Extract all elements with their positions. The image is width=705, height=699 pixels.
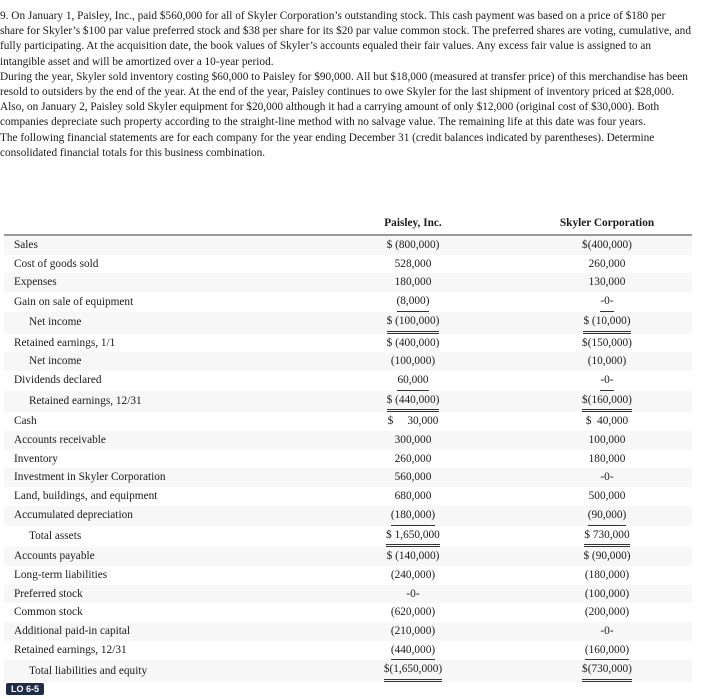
table-row	[4, 292, 692, 312]
skyler-value: (10,000)	[587, 355, 627, 368]
skyler-value: 180,000	[588, 452, 626, 465]
paisley-value: (620,000)	[390, 606, 436, 619]
paisley-value: 560,000	[394, 471, 432, 484]
row-label: Additional paid-in capital	[14, 625, 131, 638]
paisley-value: $(1,650,000)	[384, 660, 442, 682]
paisley-value: $ (440,000)	[387, 391, 440, 413]
row-label: Inventory	[14, 452, 58, 465]
row-label: Net income	[29, 316, 82, 329]
paisley-value: $ 30,000	[387, 415, 439, 428]
skyler-value: 260,000	[588, 257, 626, 270]
problem-paragraph-1: 9. On January 1, Paisley, Inc., paid $560,000 for all of Skyler Corporation’s outstanding stock. This cash payment was based on a price of $180 per share for Skyler’s $100 par value preferred stock and $38 per share for its $20 par value common stock. The preferred shares are voting, cumulative, and fully participating. At the acquisition date, the book values of Skyler’s accounts equaled their fair values. Any excess fair value is assigned to an intangible asset and will be amortized over a 10-year period.	[0, 10, 691, 68]
paisley-value: 60,000	[397, 371, 428, 391]
header-skyler: Skyler Corporation	[522, 213, 692, 235]
row-label: Sales	[14, 239, 38, 251]
skyler-value: -0-	[600, 292, 613, 312]
paisley-value: $ (800,000)	[386, 239, 440, 251]
table-row	[4, 506, 692, 526]
paisley-value: 680,000	[394, 490, 432, 503]
problem-paragraph-4: The following financial statements are for each company for the year ending December 31 (credit balances indicated by parentheses). Determine consolidated financial totals for this business combination.	[0, 131, 655, 159]
paisley-value: $ (100,000)	[387, 312, 440, 334]
row-label: Total assets	[29, 530, 82, 543]
row-label: Cash	[14, 415, 37, 428]
row-label: Accounts receivable	[14, 434, 106, 447]
header-paisley: Paisley, Inc.	[304, 213, 522, 235]
skyler-value: $(160,000)	[582, 391, 632, 413]
skyler-value: $(730,000)	[582, 660, 632, 682]
row-label: Cost of goods sold	[14, 257, 99, 270]
table-row	[4, 431, 692, 450]
skyler-value: $(150,000)	[582, 336, 632, 349]
skyler-value: $(400,000)	[582, 239, 632, 251]
paisley-value: 260,000	[394, 452, 432, 465]
table-row	[4, 312, 692, 334]
skyler-value: (160,000)	[585, 641, 629, 661]
table-row	[4, 526, 692, 548]
financial-statements-table	[4, 213, 692, 682]
table-row	[4, 660, 692, 682]
table-row	[4, 622, 692, 641]
table-row	[4, 235, 692, 255]
skyler-value: 500,000	[588, 490, 626, 503]
skyler-value: -0-	[600, 371, 613, 391]
paisley-value: (440,000)	[391, 641, 435, 661]
table-row	[4, 487, 692, 506]
table-row	[4, 255, 692, 274]
paisley-value: $ (140,000)	[386, 550, 440, 563]
skyler-value: 100,000	[588, 434, 626, 447]
paisley-value: (8,000)	[397, 292, 430, 312]
table-row	[4, 585, 692, 604]
row-label: Long-term liabilities	[14, 568, 108, 581]
problem-paragraph-2: During the year, Skyler sold inventory costing $60,000 to Paisley for $90,000. All but $18,000 (measured at transfer price) of this merchandise has been resold to outsiders by the end of the year. At the end of the year, Paisley continues to owe Skyler for the last shipment of inventory priced at $28,000.	[0, 70, 688, 99]
skyler-value: 130,000	[588, 276, 626, 289]
row-label: Retained earnings, 12/31	[14, 644, 127, 657]
table-row	[4, 468, 692, 487]
paisley-value: (100,000)	[390, 355, 436, 368]
row-label: Land, buildings, and equipment	[14, 490, 158, 503]
paisley-value: (240,000)	[390, 568, 436, 581]
skyler-value: $ (90,000)	[583, 550, 631, 563]
row-label: Net income	[29, 355, 82, 368]
problem-paragraph-3: Also, on January 2, Paisley sold Skyler equipment for $20,000 although it had a carrying amount of only $12,000 (original cost of $30,000). Both companies depreciate such property according to the straight-line method with no salvage value. The remaining life at this date was four years.	[0, 101, 660, 129]
skyler-value: -0-	[600, 625, 614, 638]
skyler-value: (100,000)	[584, 587, 630, 600]
header-blank	[4, 213, 304, 235]
table-row	[4, 334, 692, 353]
table-row	[4, 603, 692, 622]
row-label: Dividends declared	[14, 374, 102, 387]
paisley-value: 180,000	[394, 276, 432, 289]
row-label: Common stock	[14, 606, 83, 619]
paisley-value: 528,000	[394, 257, 432, 270]
table-row	[4, 371, 692, 391]
row-label: Retained earnings, 12/31	[29, 395, 142, 408]
skyler-value: (180,000)	[584, 568, 630, 581]
skyler-value: (90,000)	[588, 506, 627, 526]
row-label: Preferred stock	[14, 587, 83, 600]
table-row	[4, 352, 692, 371]
skyler-value: (200,000)	[584, 606, 630, 619]
row-label: Gain on sale of equipment	[14, 295, 134, 308]
row-label: Expenses	[14, 276, 57, 289]
row-label: Investment in Skyler Corporation	[14, 471, 166, 484]
paisley-value: 300,000	[394, 434, 432, 447]
table-row	[4, 450, 692, 469]
skyler-value: $ 730,000	[584, 526, 629, 548]
paisley-value: (210,000)	[390, 625, 436, 638]
skyler-value: $ (10,000)	[583, 312, 630, 334]
paisley-value: -0-	[406, 587, 420, 600]
table-row	[4, 273, 692, 292]
table-row	[4, 391, 692, 413]
problem-statement	[0, 9, 692, 161]
row-label: Accumulated depreciation	[14, 509, 133, 522]
row-label: Retained earnings, 1/1	[14, 336, 116, 349]
table-header-row	[4, 213, 692, 235]
paisley-value: (180,000)	[391, 506, 435, 526]
row-label: Total liabilities and equity	[29, 664, 148, 677]
row-label: Accounts payable	[14, 550, 95, 563]
learning-objective-badge: LO 6-5	[6, 683, 44, 695]
skyler-value: -0-	[600, 471, 614, 484]
table-row	[4, 547, 692, 566]
table-row	[4, 641, 692, 661]
table-row	[4, 566, 692, 585]
paisley-value: $ (400,000)	[386, 336, 440, 349]
skyler-value: $ 40,000	[585, 415, 629, 428]
table-row	[4, 412, 692, 431]
paisley-value: $ 1,650,000	[386, 526, 440, 548]
